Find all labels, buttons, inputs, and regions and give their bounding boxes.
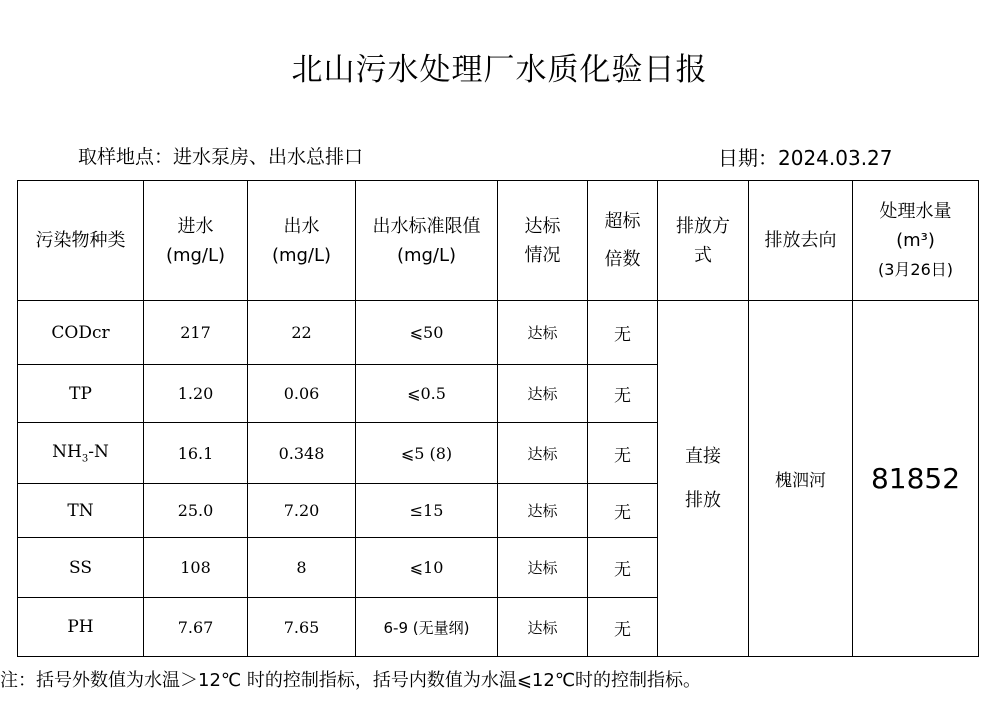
- exceed-value: 无: [588, 538, 658, 598]
- status-value: 达标: [498, 423, 588, 484]
- exceed-value: 无: [588, 423, 658, 484]
- header-row: [18, 181, 979, 301]
- header-effluent: 出水 (mg/L): [248, 181, 356, 301]
- pollutant-name: PH: [18, 598, 144, 657]
- status-value: 达标: [498, 301, 588, 365]
- exceed-value: 无: [588, 598, 658, 657]
- header-pollutant: 污染物种类: [18, 181, 144, 301]
- header-limit: 出水标准限值 (mg/L): [356, 181, 498, 301]
- limit-value: ⩽0.5: [356, 365, 498, 423]
- exceed-value: 无: [588, 301, 658, 365]
- sampling-location: 取样地点：进水泵房、出水总排口: [78, 146, 364, 168]
- influent-value: 16.1: [144, 423, 248, 484]
- header-volume: 处理水量 (m³) (3月26日): [853, 181, 979, 301]
- header-influent: 进水 (mg/L): [144, 181, 248, 301]
- status-value: 达标: [498, 598, 588, 657]
- header-method: 排放方 式: [658, 181, 749, 301]
- header-destination: 排放去向: [749, 181, 853, 301]
- influent-value: 7.67: [144, 598, 248, 657]
- status-value: 达标: [498, 538, 588, 598]
- header-compliance: 达标 情况: [498, 181, 588, 301]
- pollutant-name: TP: [18, 365, 144, 423]
- status-value: 达标: [498, 365, 588, 423]
- treated-volume: 81852: [853, 301, 979, 657]
- pollutant-name: TN: [18, 484, 144, 538]
- effluent-value: 7.65: [248, 598, 356, 657]
- table-row: [18, 301, 979, 365]
- header-exceed: 超标 倍数: [588, 181, 658, 301]
- influent-value: 25.0: [144, 484, 248, 538]
- pollutant-name: $NH_3-N$: [18, 423, 144, 484]
- water-quality-table: [17, 180, 979, 657]
- effluent-value: 22: [248, 301, 356, 365]
- limit-value: ⩽10: [356, 538, 498, 598]
- limit-value: ⩽50: [356, 301, 498, 365]
- effluent-value: 7.20: [248, 484, 356, 538]
- pollutant-name: CODcr: [18, 301, 144, 365]
- effluent-value: 8: [248, 538, 356, 598]
- limit-value: ≤15: [356, 484, 498, 538]
- influent-value: 217: [144, 301, 248, 365]
- exceed-value: 无: [588, 484, 658, 538]
- limit-value: ⩽5 (8): [356, 423, 498, 484]
- effluent-value: 0.06: [248, 365, 356, 423]
- influent-value: 1.20: [144, 365, 248, 423]
- influent-value: 108: [144, 538, 248, 598]
- pollutant-name: SS: [18, 538, 144, 598]
- report-date: 日期：2024.03.27: [718, 146, 893, 170]
- discharge-destination: 槐泗河: [749, 301, 853, 657]
- status-value: 达标: [498, 484, 588, 538]
- effluent-value: 0.348: [248, 423, 356, 484]
- footnote: 注：括号外数值为水温＞12℃ 时的控制指标，括号内数值为水温⩽12℃时的控制指标。: [0, 670, 702, 691]
- limit-value: 6-9 (无量纲): [356, 598, 498, 657]
- report-title: 北山污水处理厂水质化验日报: [291, 52, 708, 88]
- exceed-value: 无: [588, 365, 658, 423]
- discharge-method: 直接 排放: [658, 301, 749, 657]
